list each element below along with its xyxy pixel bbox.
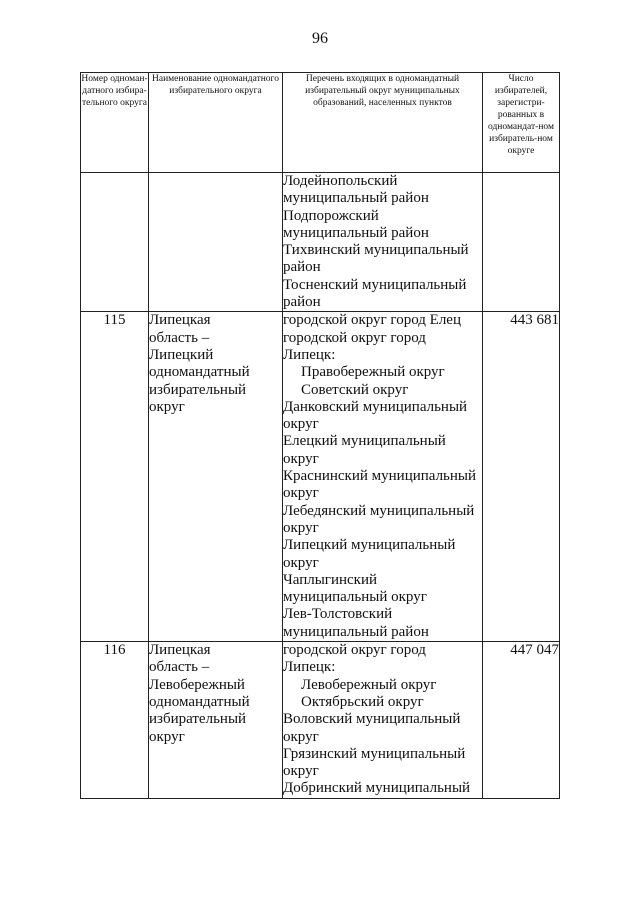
district-name-line: избирательный [149, 711, 247, 728]
municipality-line: Елецкий муниципальный [283, 433, 446, 450]
municipality-line: Лев-Толстовский [283, 606, 393, 623]
municipality-line: Октябрьский округ [301, 693, 424, 710]
municipality-line: округ [283, 485, 319, 502]
table-header-row [81, 73, 560, 173]
municipality-line: Липецк: [283, 659, 336, 676]
municipality-line: муниципальный район [283, 224, 429, 241]
district-number: 116 [81, 642, 149, 799]
district-name [149, 312, 283, 642]
municipality-line: Левобережный округ [301, 676, 437, 693]
municipality-line: округ [283, 519, 319, 536]
voter-count: 443 681 [483, 312, 560, 642]
municipality-line: Воловский муниципальный [283, 711, 461, 728]
district-name-line: область – [149, 329, 210, 346]
table-row [81, 642, 560, 799]
district-name-line: округ [149, 398, 185, 415]
page-number: 96 [312, 30, 328, 47]
district-name [149, 642, 283, 799]
municipality-line: округ [283, 763, 319, 780]
municipality-line: округ [283, 554, 319, 571]
municipality-line: Грязинский муниципальный [283, 745, 466, 762]
table-row [81, 312, 560, 642]
district-name-line: одномандатный [149, 364, 250, 381]
municipality-line: Чаплыгинский [283, 571, 378, 588]
districts-table [80, 72, 560, 799]
municipality-line: Правобережный округ [301, 364, 445, 381]
table-body [81, 173, 560, 799]
municipality-line: Советский округ [301, 381, 409, 398]
municipality-line: Тосненский муниципальный [283, 276, 467, 293]
municipality-line: Липецкий муниципальный [283, 537, 456, 554]
municipalities-list [283, 173, 483, 312]
municipality-line: муниципальный округ [283, 589, 427, 606]
table-row [81, 173, 560, 312]
header-district-number: Номер одноман-датного избира-тельного округа [81, 73, 149, 173]
header-voter-count: Число избирателей, зарегистри-рованных в одномандат-ном избиратель-ном округе [483, 73, 560, 173]
municipality-line: городской округ город [283, 329, 426, 346]
municipalities-list [283, 642, 483, 799]
municipality-line: Добринский муниципальный [283, 780, 471, 797]
municipality-line: городской округ город [283, 642, 426, 659]
district-name-line: Левобережный [149, 676, 245, 693]
municipality-line: округ [283, 728, 319, 745]
municipality-line: район [283, 259, 321, 276]
header-municipalities-list: Перечень входящих в одномандатный избирательный округ муниципальных образований, населенных пунктов [283, 73, 483, 173]
district-name-line: область – [149, 659, 210, 676]
municipality-line: Подпорожский [283, 207, 379, 224]
municipality-line: Данковский муниципальный [283, 398, 468, 415]
municipality-line: округ [283, 450, 319, 467]
municipality-line: Лебедянский муниципальный [283, 502, 475, 519]
district-name-line: одномандатный [149, 693, 250, 710]
municipality-line: Липецк: [283, 346, 336, 363]
municipality-line: Тихвинский муниципальный [283, 242, 469, 259]
district-number [81, 173, 149, 312]
district-name-line: Липецкая [149, 642, 211, 659]
municipalities-list [283, 312, 483, 642]
district-name [149, 173, 283, 312]
municipality-line: муниципальный район [283, 190, 429, 207]
municipality-line: район [283, 294, 321, 311]
municipality-line: округ [283, 416, 319, 433]
district-name-line: округ [149, 728, 185, 745]
header-district-name: Наименование одномандатного избирательного округа [149, 73, 283, 173]
voter-count [483, 173, 560, 312]
municipality-line: Лодейнопольский [283, 173, 398, 189]
district-number: 115 [81, 312, 149, 642]
district-name-line: избирательный [149, 381, 247, 398]
municipality-line: муниципальный район [283, 623, 429, 640]
municipality-line: Краснинский муниципальный [283, 468, 477, 485]
district-name-line: Липецкая [149, 312, 211, 329]
voter-count: 447 047 [483, 642, 560, 799]
district-name-line: Липецкий [149, 346, 214, 363]
municipality-line: городской округ город Елец [283, 312, 461, 329]
